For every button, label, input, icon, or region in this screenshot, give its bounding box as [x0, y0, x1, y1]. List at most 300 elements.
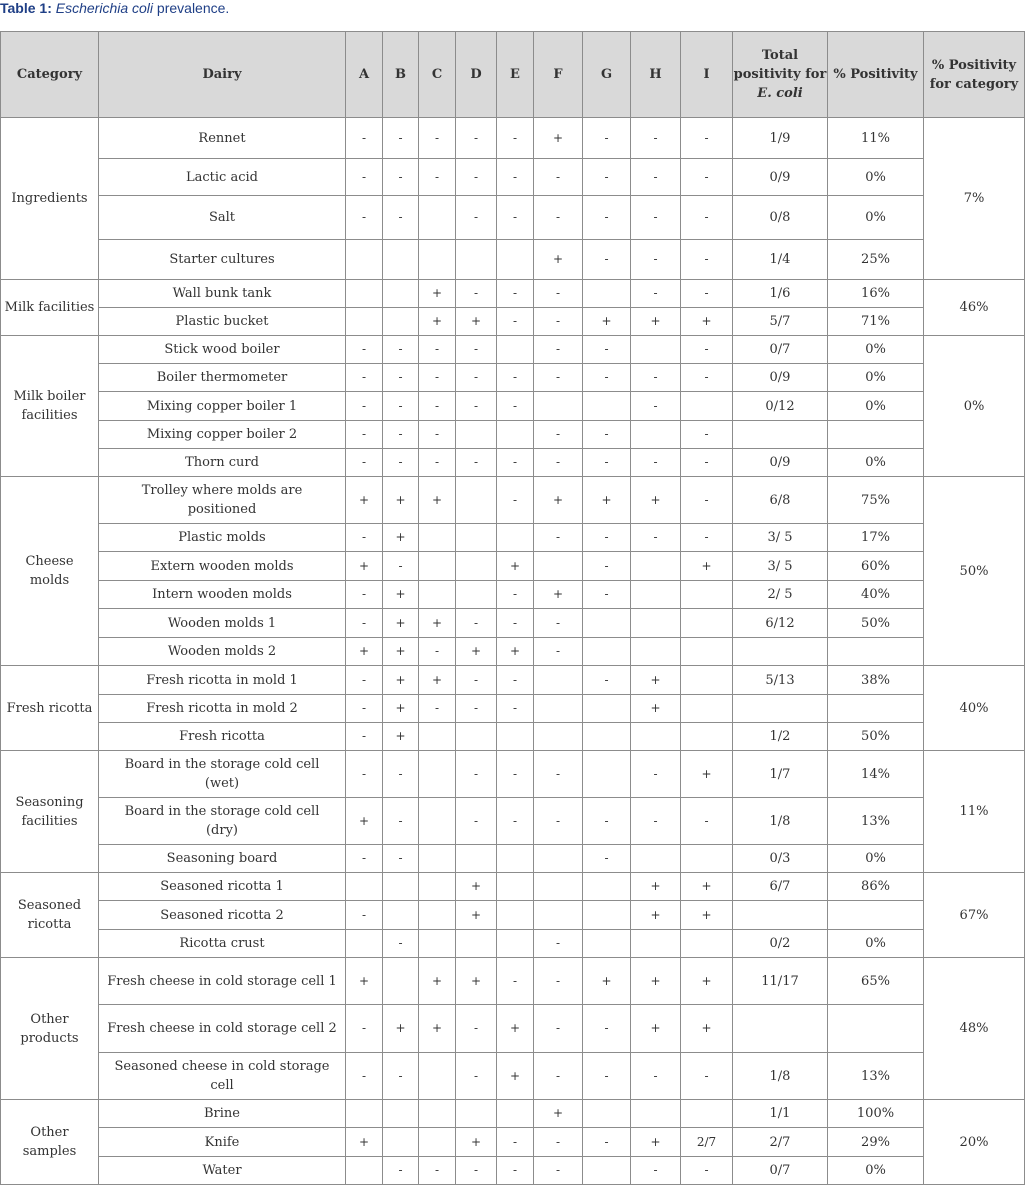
result-cell-e	[497, 1100, 534, 1128]
result-cell-c: +	[419, 280, 456, 308]
result-cell-b: -	[383, 118, 419, 159]
result-cell-e: -	[497, 798, 534, 845]
result-cell-e: -	[497, 196, 534, 240]
result-cell-h: +	[631, 477, 681, 524]
result-cell-f	[534, 392, 583, 421]
dairy-sample-cell: Mixing copper boiler 2	[99, 421, 346, 449]
result-cell-e	[497, 845, 534, 873]
pct-positivity-cell: 38%	[828, 666, 924, 695]
table-row	[1, 1100, 1025, 1128]
result-cell-a	[346, 280, 383, 308]
pct-positivity-cell: 0%	[828, 1157, 924, 1185]
table-row	[1, 751, 1025, 798]
result-cell-a: -	[346, 901, 383, 930]
total-positivity-cell: 3/ 5	[733, 552, 828, 581]
result-cell-g: -	[583, 118, 631, 159]
result-cell-d: +	[456, 308, 497, 336]
result-cell-c: +	[419, 609, 456, 638]
result-cell-f: -	[534, 751, 583, 798]
header-dairy-f: F	[534, 32, 583, 118]
table-row	[1, 552, 1025, 581]
result-cell-e: +	[497, 552, 534, 581]
result-cell-e: -	[497, 609, 534, 638]
pct-positivity-cell: 0%	[828, 392, 924, 421]
result-cell-e: -	[497, 695, 534, 723]
caption-label: Table 1:	[0, 0, 52, 16]
header-dairy-a: A	[346, 32, 383, 118]
result-cell-f	[534, 666, 583, 695]
total-positivity-cell: 1/8	[733, 798, 828, 845]
result-cell-c	[419, 798, 456, 845]
table-row	[1, 421, 1025, 449]
result-cell-a: +	[346, 638, 383, 666]
table-row	[1, 392, 1025, 421]
pct-positivity-cell	[828, 638, 924, 666]
result-cell-i: -	[681, 240, 733, 280]
result-cell-f: -	[534, 336, 583, 364]
pct-positivity-cell: 100%	[828, 1100, 924, 1128]
result-cell-h: -	[631, 798, 681, 845]
table-row	[1, 873, 1025, 901]
result-cell-h: -	[631, 449, 681, 477]
result-cell-c	[419, 196, 456, 240]
result-cell-d	[456, 723, 497, 751]
result-cell-i: -	[681, 364, 733, 392]
result-cell-h	[631, 552, 681, 581]
category-cell: Seasoning facilities	[1, 751, 99, 873]
result-cell-h	[631, 930, 681, 958]
result-cell-a: +	[346, 798, 383, 845]
table-row	[1, 901, 1025, 930]
pct-positivity-cell	[828, 1005, 924, 1053]
result-cell-h: -	[631, 1157, 681, 1185]
result-cell-b: +	[383, 1005, 419, 1053]
table-row	[1, 638, 1025, 666]
result-cell-e	[497, 723, 534, 751]
result-cell-a: -	[346, 364, 383, 392]
pct-positivity-cell: 0%	[828, 449, 924, 477]
result-cell-e	[497, 873, 534, 901]
result-cell-g: -	[583, 449, 631, 477]
result-cell-f: +	[534, 1100, 583, 1128]
header-total-positivity	[733, 32, 828, 118]
result-cell-a	[346, 308, 383, 336]
result-cell-a: -	[346, 751, 383, 798]
total-positivity-cell: 0/9	[733, 159, 828, 196]
category-cell: Milk boiler facilities	[1, 336, 99, 477]
result-cell-f	[534, 723, 583, 751]
dairy-sample-cell: Seasoning board	[99, 845, 346, 873]
dairy-sample-cell: Intern wooden molds	[99, 581, 346, 609]
result-cell-a: -	[346, 1005, 383, 1053]
result-cell-d: -	[456, 159, 497, 196]
result-cell-a: +	[346, 958, 383, 1005]
dairy-sample-cell: Thorn curd	[99, 449, 346, 477]
result-cell-e	[497, 240, 534, 280]
result-cell-b: -	[383, 421, 419, 449]
result-cell-h: -	[631, 392, 681, 421]
dairy-sample-cell: Knife	[99, 1128, 346, 1157]
result-cell-c	[419, 1128, 456, 1157]
table-row	[1, 118, 1025, 159]
table-row	[1, 723, 1025, 751]
table-row	[1, 308, 1025, 336]
result-cell-c: -	[419, 695, 456, 723]
result-cell-h: +	[631, 958, 681, 1005]
result-cell-c	[419, 873, 456, 901]
dairy-sample-cell: Fresh ricotta	[99, 723, 346, 751]
pct-positivity-cell: 50%	[828, 723, 924, 751]
result-cell-a: -	[346, 449, 383, 477]
result-cell-b: -	[383, 1053, 419, 1100]
result-cell-g	[583, 901, 631, 930]
result-cell-d: +	[456, 958, 497, 1005]
header-dairy-h: H	[631, 32, 681, 118]
result-cell-a: +	[346, 477, 383, 524]
ecoli-prevalence-table	[0, 31, 1025, 1185]
total-positivity-cell: 0/3	[733, 845, 828, 873]
result-cell-h: -	[631, 196, 681, 240]
category-positivity-cell: 40%	[924, 666, 1025, 751]
dairy-sample-cell: Mixing copper boiler 1	[99, 392, 346, 421]
result-cell-b	[383, 1128, 419, 1157]
result-cell-h	[631, 609, 681, 638]
result-cell-a: -	[346, 666, 383, 695]
dairy-sample-cell: Wooden molds 1	[99, 609, 346, 638]
result-cell-a: -	[346, 336, 383, 364]
total-positivity-cell	[733, 638, 828, 666]
result-cell-i: -	[681, 1053, 733, 1100]
result-cell-a: -	[346, 421, 383, 449]
result-cell-b: +	[383, 638, 419, 666]
pct-positivity-cell: 40%	[828, 581, 924, 609]
result-cell-i	[681, 581, 733, 609]
result-cell-h: +	[631, 1128, 681, 1157]
result-cell-g	[583, 280, 631, 308]
result-cell-a: -	[346, 695, 383, 723]
result-cell-f	[534, 873, 583, 901]
caption-title-italic: Escherichia coli	[55, 0, 154, 16]
category-cell: Milk facilities	[1, 280, 99, 336]
result-cell-e: -	[497, 958, 534, 1005]
table-row	[1, 1128, 1025, 1157]
header-category: Category	[1, 32, 99, 118]
result-cell-d	[456, 421, 497, 449]
result-cell-b: -	[383, 336, 419, 364]
pct-positivity-cell: 16%	[828, 280, 924, 308]
result-cell-g: +	[583, 477, 631, 524]
result-cell-e: -	[497, 118, 534, 159]
result-cell-g: -	[583, 364, 631, 392]
result-cell-b: +	[383, 524, 419, 552]
total-positivity-cell: 0/9	[733, 364, 828, 392]
result-cell-h: +	[631, 901, 681, 930]
result-cell-f	[534, 695, 583, 723]
result-cell-b	[383, 958, 419, 1005]
dairy-sample-cell: Seasoned cheese in cold storage cell	[99, 1053, 346, 1100]
result-cell-h	[631, 845, 681, 873]
result-cell-g	[583, 873, 631, 901]
table-row	[1, 524, 1025, 552]
category-positivity-cell: 48%	[924, 958, 1025, 1100]
total-positivity-cell	[733, 695, 828, 723]
result-cell-g: -	[583, 196, 631, 240]
result-cell-f: +	[534, 118, 583, 159]
result-cell-f: -	[534, 1128, 583, 1157]
result-cell-f	[534, 901, 583, 930]
result-cell-a: -	[346, 159, 383, 196]
total-positivity-cell: 3/ 5	[733, 524, 828, 552]
result-cell-a: -	[346, 1053, 383, 1100]
result-cell-b	[383, 240, 419, 280]
result-cell-f: -	[534, 308, 583, 336]
result-cell-c	[419, 524, 456, 552]
result-cell-i: -	[681, 118, 733, 159]
result-cell-i	[681, 930, 733, 958]
result-cell-a: -	[346, 609, 383, 638]
pct-positivity-cell: 86%	[828, 873, 924, 901]
result-cell-i	[681, 1100, 733, 1128]
category-positivity-cell: 7%	[924, 118, 1025, 280]
table-row	[1, 449, 1025, 477]
result-cell-e	[497, 524, 534, 552]
result-cell-b: +	[383, 666, 419, 695]
result-cell-g: -	[583, 336, 631, 364]
total-positivity-cell: 1/9	[733, 118, 828, 159]
result-cell-f: -	[534, 159, 583, 196]
result-cell-d: -	[456, 392, 497, 421]
result-cell-h: -	[631, 1053, 681, 1100]
category-positivity-cell: 11%	[924, 751, 1025, 873]
category-cell: Other samples	[1, 1100, 99, 1185]
result-cell-e: -	[497, 581, 534, 609]
result-cell-g: +	[583, 958, 631, 1005]
dairy-sample-cell: Seasoned ricotta 2	[99, 901, 346, 930]
result-cell-c	[419, 1053, 456, 1100]
result-cell-f: +	[534, 581, 583, 609]
dairy-sample-cell: Starter cultures	[99, 240, 346, 280]
result-cell-f: -	[534, 609, 583, 638]
result-cell-h: -	[631, 118, 681, 159]
total-positivity-cell: 6/12	[733, 609, 828, 638]
result-cell-e: -	[497, 666, 534, 695]
pct-positivity-cell: 13%	[828, 1053, 924, 1100]
result-cell-e: +	[497, 1053, 534, 1100]
pct-positivity-cell: 11%	[828, 118, 924, 159]
header-pct-positivity: % Positivity	[828, 32, 924, 118]
result-cell-b: -	[383, 159, 419, 196]
result-cell-g: -	[583, 421, 631, 449]
result-cell-i: -	[681, 336, 733, 364]
dairy-sample-cell: Plastic molds	[99, 524, 346, 552]
result-cell-i: +	[681, 873, 733, 901]
result-cell-c: -	[419, 392, 456, 421]
dairy-sample-cell: Fresh ricotta in mold 1	[99, 666, 346, 695]
result-cell-i	[681, 695, 733, 723]
table-caption	[0, 0, 229, 16]
result-cell-i: -	[681, 421, 733, 449]
result-cell-g	[583, 1100, 631, 1128]
result-cell-h: -	[631, 240, 681, 280]
result-cell-c	[419, 930, 456, 958]
result-cell-c	[419, 240, 456, 280]
result-cell-c: -	[419, 364, 456, 392]
table-row	[1, 196, 1025, 240]
result-cell-b: -	[383, 798, 419, 845]
result-cell-d: -	[456, 196, 497, 240]
total-positivity-cell: 1/8	[733, 1053, 828, 1100]
result-cell-f: +	[534, 240, 583, 280]
table-row	[1, 1157, 1025, 1185]
table-row	[1, 930, 1025, 958]
result-cell-i: +	[681, 552, 733, 581]
result-cell-c: -	[419, 449, 456, 477]
result-cell-a: -	[346, 392, 383, 421]
result-cell-b	[383, 873, 419, 901]
total-positivity-cell: 1/1	[733, 1100, 828, 1128]
result-cell-a: -	[346, 524, 383, 552]
total-positivity-cell: 1/2	[733, 723, 828, 751]
result-cell-g: -	[583, 1005, 631, 1053]
table-row	[1, 798, 1025, 845]
result-cell-d: -	[456, 798, 497, 845]
result-cell-b	[383, 280, 419, 308]
result-cell-f: -	[534, 798, 583, 845]
result-cell-d: +	[456, 901, 497, 930]
result-cell-d: +	[456, 873, 497, 901]
result-cell-b: +	[383, 477, 419, 524]
result-cell-d: -	[456, 609, 497, 638]
result-cell-c	[419, 845, 456, 873]
result-cell-b	[383, 308, 419, 336]
result-cell-f	[534, 552, 583, 581]
result-cell-a	[346, 1100, 383, 1128]
result-cell-i: -	[681, 798, 733, 845]
result-cell-h	[631, 723, 681, 751]
total-positivity-cell: 2/ 5	[733, 581, 828, 609]
result-cell-d	[456, 477, 497, 524]
table-row	[1, 336, 1025, 364]
result-cell-e	[497, 336, 534, 364]
result-cell-e: -	[497, 280, 534, 308]
pct-positivity-cell: 0%	[828, 845, 924, 873]
pct-positivity-cell: 29%	[828, 1128, 924, 1157]
result-cell-i: -	[681, 280, 733, 308]
result-cell-b: +	[383, 609, 419, 638]
result-cell-g	[583, 695, 631, 723]
dairy-sample-cell: Stick wood boiler	[99, 336, 346, 364]
result-cell-g	[583, 638, 631, 666]
header-dairy-c: C	[419, 32, 456, 118]
result-cell-e: -	[497, 751, 534, 798]
total-positivity-cell: 1/4	[733, 240, 828, 280]
dairy-sample-cell: Lactic acid	[99, 159, 346, 196]
dairy-sample-cell: Wall bunk tank	[99, 280, 346, 308]
result-cell-i	[681, 638, 733, 666]
result-cell-i	[681, 392, 733, 421]
table-row	[1, 280, 1025, 308]
result-cell-g	[583, 609, 631, 638]
result-cell-e: -	[497, 308, 534, 336]
result-cell-c	[419, 751, 456, 798]
result-cell-d: -	[456, 695, 497, 723]
result-cell-b: -	[383, 751, 419, 798]
result-cell-g	[583, 751, 631, 798]
result-cell-c: -	[419, 638, 456, 666]
result-cell-i	[681, 845, 733, 873]
result-cell-d: +	[456, 1128, 497, 1157]
total-positivity-cell	[733, 1005, 828, 1053]
result-cell-a	[346, 1157, 383, 1185]
header-total-organism: E. coli	[757, 86, 803, 101]
result-cell-c	[419, 901, 456, 930]
header-total-text: Total positivity for	[733, 48, 827, 82]
result-cell-b: +	[383, 695, 419, 723]
result-cell-c: -	[419, 336, 456, 364]
result-cell-e	[497, 421, 534, 449]
pct-positivity-cell: 0%	[828, 364, 924, 392]
result-cell-h: +	[631, 695, 681, 723]
pct-positivity-cell	[828, 695, 924, 723]
dairy-sample-cell: Trolley where molds are positioned	[99, 477, 346, 524]
result-cell-c	[419, 723, 456, 751]
category-positivity-cell: 0%	[924, 336, 1025, 477]
table-row	[1, 477, 1025, 524]
result-cell-i: -	[681, 477, 733, 524]
pct-positivity-cell: 0%	[828, 336, 924, 364]
dairy-sample-cell: Board in the storage cold cell (dry)	[99, 798, 346, 845]
table-row	[1, 609, 1025, 638]
total-positivity-cell: 0/7	[733, 1157, 828, 1185]
result-cell-d: -	[456, 336, 497, 364]
result-cell-b: -	[383, 1157, 419, 1185]
result-cell-b: -	[383, 196, 419, 240]
table-row	[1, 240, 1025, 280]
result-cell-h	[631, 1100, 681, 1128]
total-positivity-cell: 1/7	[733, 751, 828, 798]
result-cell-e: -	[497, 1157, 534, 1185]
result-cell-g: -	[583, 1053, 631, 1100]
result-cell-d	[456, 1100, 497, 1128]
category-cell: Cheese molds	[1, 477, 99, 666]
result-cell-a	[346, 873, 383, 901]
total-positivity-cell: 2/7	[733, 1128, 828, 1157]
dairy-sample-cell: Fresh cheese in cold storage cell 2	[99, 1005, 346, 1053]
total-positivity-cell	[733, 421, 828, 449]
result-cell-h: -	[631, 751, 681, 798]
category-cell: Fresh ricotta	[1, 666, 99, 751]
table-row	[1, 581, 1025, 609]
result-cell-d: -	[456, 1005, 497, 1053]
category-cell: Other products	[1, 958, 99, 1100]
result-cell-d: -	[456, 666, 497, 695]
result-cell-f: -	[534, 930, 583, 958]
result-cell-h	[631, 336, 681, 364]
result-cell-d	[456, 240, 497, 280]
pct-positivity-cell	[828, 421, 924, 449]
result-cell-g: -	[583, 845, 631, 873]
result-cell-c: +	[419, 477, 456, 524]
header-category-positivity: % Positivity for category	[924, 32, 1025, 118]
table-row	[1, 958, 1025, 1005]
pct-positivity-cell: 60%	[828, 552, 924, 581]
result-cell-g: -	[583, 240, 631, 280]
header-dairy: Dairy	[99, 32, 346, 118]
table-row	[1, 845, 1025, 873]
total-positivity-cell: 0/7	[733, 336, 828, 364]
result-cell-h: +	[631, 666, 681, 695]
pct-positivity-cell: 0%	[828, 196, 924, 240]
